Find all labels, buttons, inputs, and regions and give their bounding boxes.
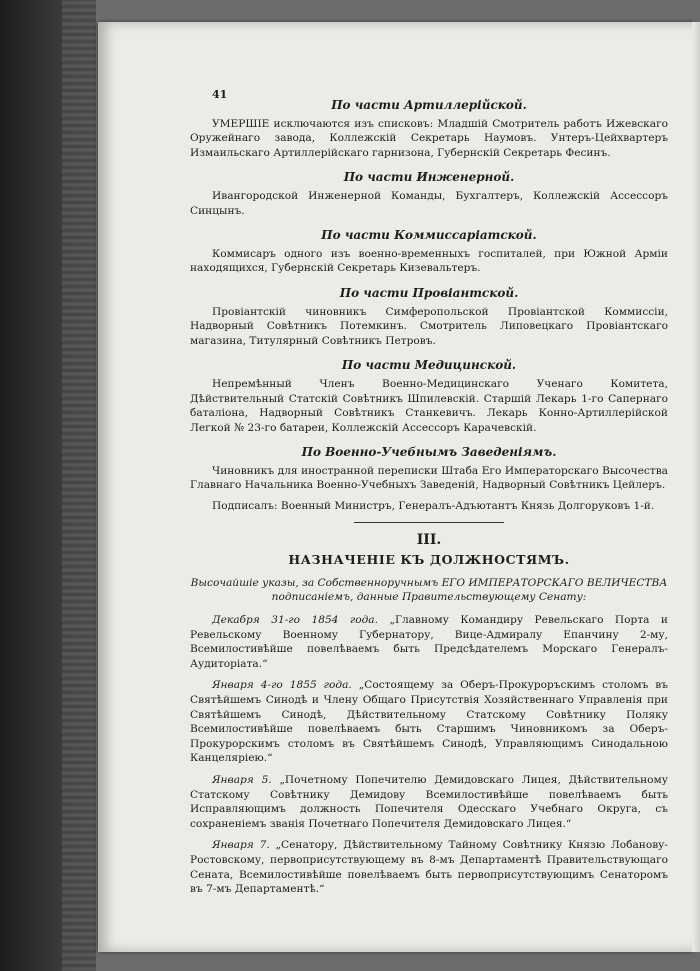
decree-body: „Состоящему за Оберъ-Прокуроръскимъ столомъ въ Святѣйшемъ Синодѣ и Члену Общаго Присутствія Хозяйственнаго Управленія при Святѣйшемъ Синодѣ, Дѣйствительному Статскому Совѣтнику Поляку Всемилостивѣйше повелѣваемъ быть Старшимъ Чиновникомъ за Оберъ-Прокурорскимъ столомъ въ Святѣйшемъ Синодѣ, Управляющимъ Синодальною Канцеляріею.“ — [190, 679, 668, 765]
section-heading-medical: По части Медицинской. — [341, 358, 517, 373]
section-paragraph: Провіантскій чиновникъ Симферопольской Провіантской Коммиссіи, Надворный Совѣтникъ Потемкинъ. Смотритель Липовецкаго Провіантскаго магазина, Титулярный Совѣтникъ Петровъ. — [190, 305, 668, 347]
section-paragraph: Коммисаръ одного изъ военно-временныхъ госпиталей, при Южной Арміи находящихся, Губернскій Секретарь Кизевальтеръ. — [190, 247, 668, 275]
decree-intro: Высочайшіе указы, за Собственноручнымъ ЕГО ИМПЕРАТОРСКАГО ВЕЛИЧЕСТВА подписаніемъ, данные Правительствующему Сенату: — [190, 576, 668, 604]
decree-date: Января 4-го 1855 года. — [212, 679, 352, 692]
section-paragraph: Ивангородской Инженерной Команды, Бухгалтеръ, Коллежскій Ассессоръ Синцынъ. — [190, 189, 668, 217]
decree-entry — [190, 773, 668, 831]
divider-rule — [354, 522, 504, 523]
decree-date: Декабря 31-го 1854 года. — [212, 614, 378, 627]
page-edge — [692, 22, 700, 952]
document-page — [98, 22, 694, 952]
section-heading-provisions: По части Провіантской. — [339, 285, 519, 300]
decree-body: „Почетному Попечителю Демидовскаго Лицея, Дѣйствительному Статскому Совѣтнику Демидову Всемилостивѣйше повелѣваемъ быть Исправляющимъ должность Попечителя Одесскаго Учебнаго Округа, съ сохраненіемъ званія Почетнаго Попечителя Демидовскаго Лицея.“ — [190, 773, 668, 830]
section-heading-artillery: По части Артиллерійской. — [331, 98, 527, 112]
section-heading-commissariat: По части Коммиссаріатской. — [321, 228, 537, 243]
decree-text — [190, 838, 668, 896]
signature-line: Подписалъ: Военный Министръ, Генералъ-Адъютантъ Князь Долгоруковъ 1-й. — [212, 500, 655, 513]
decree-entry — [190, 678, 668, 766]
decree-entry — [190, 613, 668, 671]
page-number: 41 — [212, 88, 228, 101]
decree-body: „Главному Командиру Ревельскаго Порта и Ревельскому Военному Губернатору, Вице-Адмиралу Епанчину 2-му, Всемилостивѣйше повелѣваемъ быть Предсѣдателемъ Морскаго Генералъ-Аудиторіата.“ — [190, 614, 668, 670]
section-heading-engineering: По части Инженерной. — [343, 170, 515, 185]
decree-text — [190, 613, 668, 671]
decree-entry — [190, 838, 668, 896]
part-number: III. — [416, 531, 442, 548]
part-title: НАЗНАЧЕНІЕ КЪ ДОЛЖНОСТЯМЪ. — [288, 552, 570, 568]
text-column — [190, 84, 668, 904]
book-binding — [62, 0, 96, 971]
decree-body: „Сенатору, Дѣйствительному Тайному Совѣтнику Князю Лобанову-Ростовскому, первоприсутствующему въ 8-мъ Департаментѣ Правительствующаго Сената, Всемилостивѣйше повелѣваемъ быть первоприсутствующимъ Сенаторомъ въ 7-мъ Департаментѣ.“ — [190, 839, 668, 896]
section-paragraph: УМЕРШІЕ исключаются изъ списковъ: Младшій Смотритель работъ Ижевскаго Оружейнаго завода, Коллежскій Секретарь Наумовъ. Унтеръ-Цейхвартеръ Измаильскаго Артиллерійскаго гарнизона, Губернскій Секретарь Фесинъ. — [190, 117, 668, 159]
decree-date: Января 5. — [212, 773, 272, 786]
section-paragraph: Непремѣнный Членъ Военно-Медицинскаго Ученаго Комитета, Дѣйствительный Статскій Совѣтникъ Шпилевскій. Старшій Лекарь 1-го Сапернаго баталіона, Надворный Совѣтникъ Станкевичъ. Лекарь Конно-Артиллерійской Легкой № 23-го батареи, Коллежскій Ассессоръ Карачевскій. — [190, 377, 668, 434]
section-paragraph: Чиновникъ для иностранной переписки Штаба Его Императорскаго Высочества Главнаго Начальника Военно-Учебныхъ Заведеній, Надворный Совѣтникъ Цейлеръ. — [190, 464, 668, 492]
section-heading-military-schools: По Военно-Учебнымъ Заведеніямъ. — [301, 445, 557, 460]
decree-text — [190, 773, 668, 831]
decree-text — [190, 678, 668, 766]
decree-date: Января 7. — [212, 839, 270, 852]
